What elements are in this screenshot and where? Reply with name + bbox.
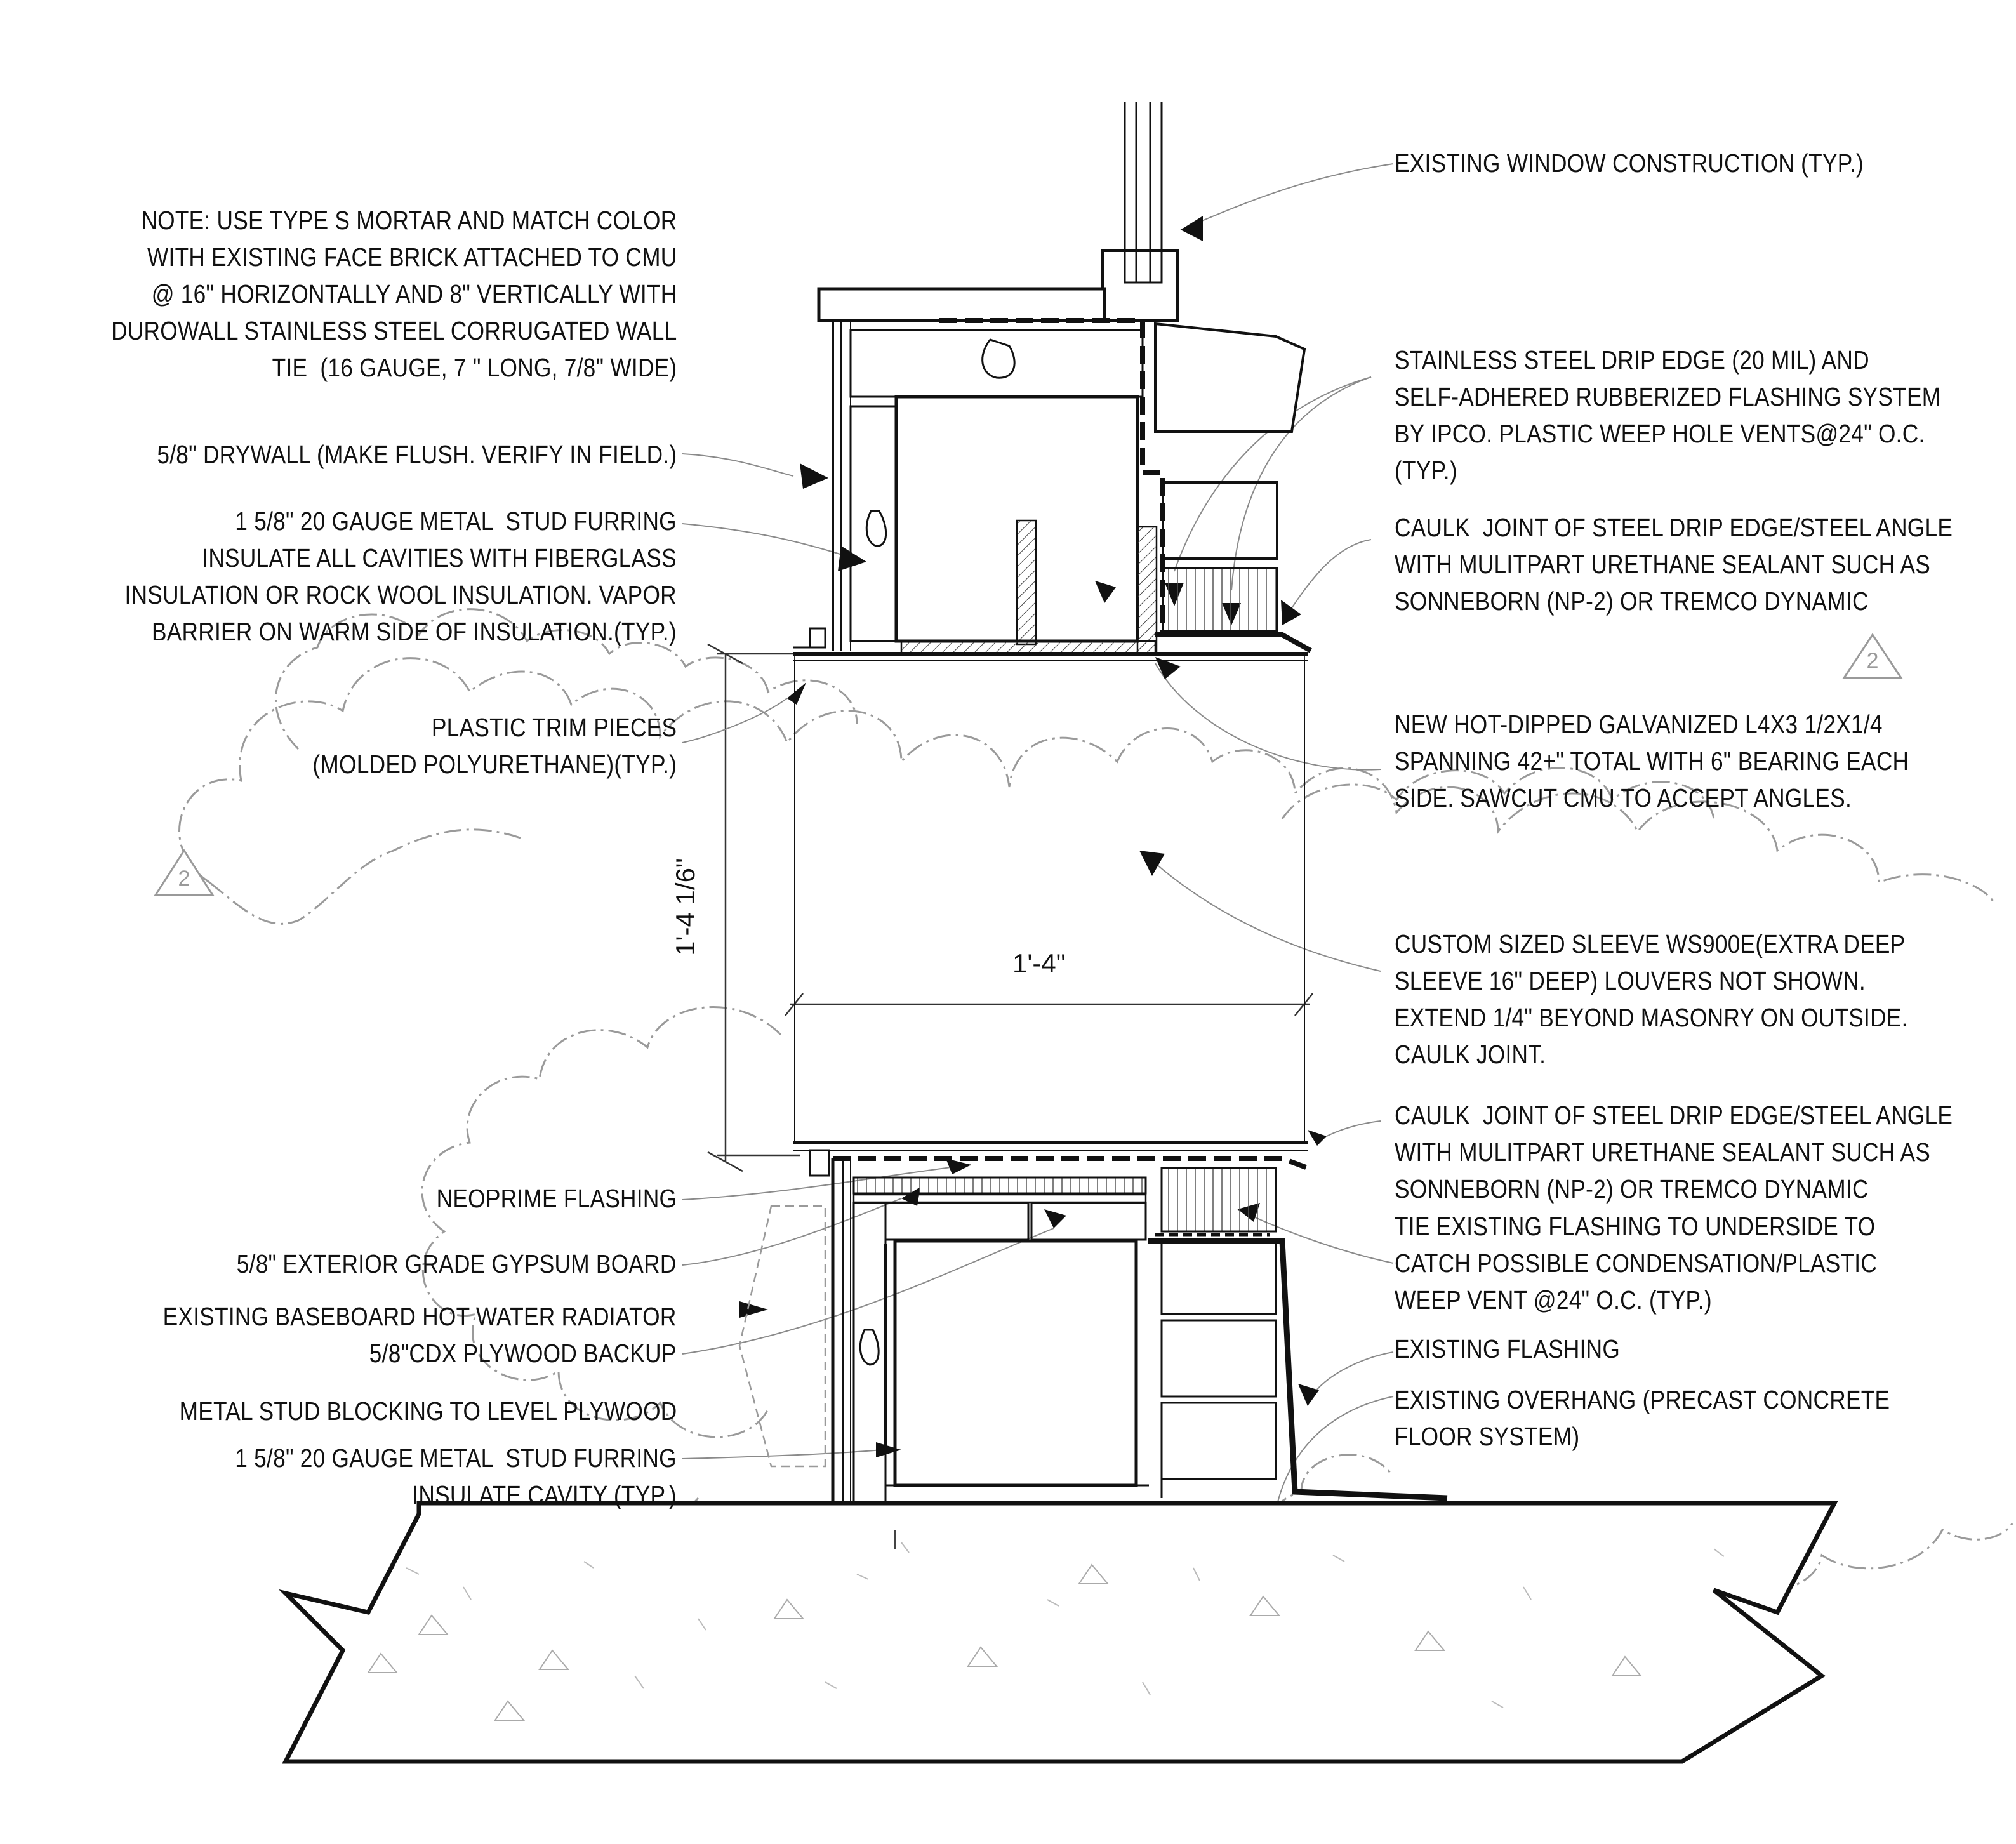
dimension-label-width: 1'-4" [1012, 948, 1066, 978]
insulation-cavity [851, 406, 896, 641]
window-stool [819, 289, 1104, 321]
note-neoprime-flashing: NEOPRIME FLASHING [436, 1184, 677, 1213]
note-caulk-lower: CAULK JOINT OF STEEL DRIP EDGE/STEEL ANGLE WITH MULITPART URETHANE SEALANT SUCH AS SONNEBORN (NP-2) OR TREMCO DYNAMIC [1395, 1101, 1953, 1204]
flashing-upper [939, 321, 1163, 635]
metal-stud-lower [882, 1244, 885, 1450]
revision-tag-right: 2 [1866, 649, 1879, 673]
cmu-block-upper [851, 330, 1143, 397]
drip-edge-upper [1155, 635, 1311, 651]
note-mortar: NOTE: USE TYPE S MORTAR AND MATCH COLOR WITH EXISTING FACE BRICK ATTACHED TO CMU @ 16" HORIZONTALLY AND 8" VERTICALLY WITH DUROWALL STAINLESS STEEL CORRUGATED WALL TIE (16 GAUGE, 7 " LONG, 7/8" WIDE) [110, 206, 677, 382]
note-stud-furring-lower: 1 5/8" 20 GAUGE METAL STUD FURRING INSULATE CAVITY (TYP.) [235, 1443, 677, 1509]
note-window: EXISTING WINDOW CONSTRUCTION (TYP.) [1395, 149, 1864, 178]
brick-course-2 [1163, 568, 1277, 632]
note-tie-flashing: TIE EXISTING FLASHING TO UNDERSIDE TO CATCH POSSIBLE CONDENSATION/PLASTIC WEEP VENT @24" O.C. (TYP.) [1395, 1212, 1878, 1315]
note-drip-edge: STAINLESS STEEL DRIP EDGE (20 MIL) AND SELF-ADHERED RUBBERIZED FLASHING SYSTEM BY IPCO. PLASTIC WEEP HOLE VENTS@24" O.C. (TYP.) [1395, 345, 1941, 485]
steel-angle-vertical [1137, 527, 1157, 654]
note-steel-angle: NEW HOT-DIPPED GALVANIZED L4X3 1/2X1/4 SPANNING 42+" TOTAL WITH 6" BEARING EACH SIDE. SAWCUT CMU TO ACCEPT ANGLES. [1395, 710, 1909, 813]
note-blocking: METAL STUD BLOCKING TO LEVEL PLYWOOD [179, 1396, 677, 1426]
arrowheads [739, 216, 1327, 1676]
revision-cloud-left-loop [209, 830, 521, 924]
brick-course-1 [1163, 482, 1277, 559]
precast-concrete-slab [286, 1503, 1834, 1761]
note-overhang: EXISTING OVERHANG (PRECAST CONCRETE FLOOR SYSTEM) [1395, 1385, 1890, 1451]
cmu-block-lower [895, 1241, 1136, 1485]
brick-lower-4 [1162, 1403, 1276, 1479]
note-caulk-upper: CAULK JOINT OF STEEL DRIP EDGE/STEEL ANGLE WITH MULITPART URETHANE SEALANT SUCH AS SONNEBORN (NP-2) OR TREMCO DYNAMIC [1395, 513, 1953, 616]
lower-wall-assembly [739, 1143, 1447, 1504]
note-sleeve: CUSTOM SIZED SLEEVE WS900E(EXTRA DEEP SLEEVE 16" DEEP) LOUVERS NOT SHOWN. EXTEND 1/4" BEYOND MASONRY ON OUTSIDE. CAULK JOINT. [1395, 929, 1908, 1069]
gypsum-board [854, 1177, 1146, 1193]
brick-lower-2 [1162, 1241, 1276, 1314]
note-drywall: 5/8" DRYWALL (MAKE FLUSH. VERIFY IN FIELD.) [156, 440, 677, 469]
radiator-cavity [854, 1203, 885, 1504]
note-plastic-trim: PLASTIC TRIM PIECES (MOLDED POLYURETHANE)(TYP.) [312, 713, 677, 779]
brick-cap [1155, 324, 1304, 432]
neoprene-flashing [833, 1158, 1308, 1168]
window-frame [1103, 102, 1177, 321]
plywood-backup [854, 1195, 1146, 1202]
note-gypsum-board: 5/8" EXTERIOR GRADE GYPSUM BOARD [237, 1249, 677, 1278]
note-existing-flashing: EXISTING FLASHING [1395, 1334, 1621, 1363]
brick-lower-3 [1162, 1320, 1276, 1396]
revision-tag-left: 2 [178, 866, 190, 891]
brick-lower-1 [1162, 1168, 1276, 1231]
dimension-lines [708, 644, 1313, 1171]
dimension-label-height: 1'-4 1/6" [670, 858, 700, 956]
radiator-outline [739, 1206, 825, 1466]
note-stud-furring: 1 5/8" 20 GAUGE METAL STUD FURRING INSULATE ALL CAVITIES WITH FIBERGLASS INSULATION OR ROCK WOOL INSULATION. VAPOR BARRIER ON WARM SIDE OF INSULATION.(TYP.) [124, 507, 677, 646]
revision-cloud-lower [422, 1007, 781, 1436]
note-radiator: EXISTING BASEBOARD HOT WATER RADIATOR [163, 1302, 677, 1331]
upper-wall-assembly [793, 102, 1311, 660]
note-plywood: 5/8"CDX PLYWOOD BACKUP [369, 1339, 677, 1368]
